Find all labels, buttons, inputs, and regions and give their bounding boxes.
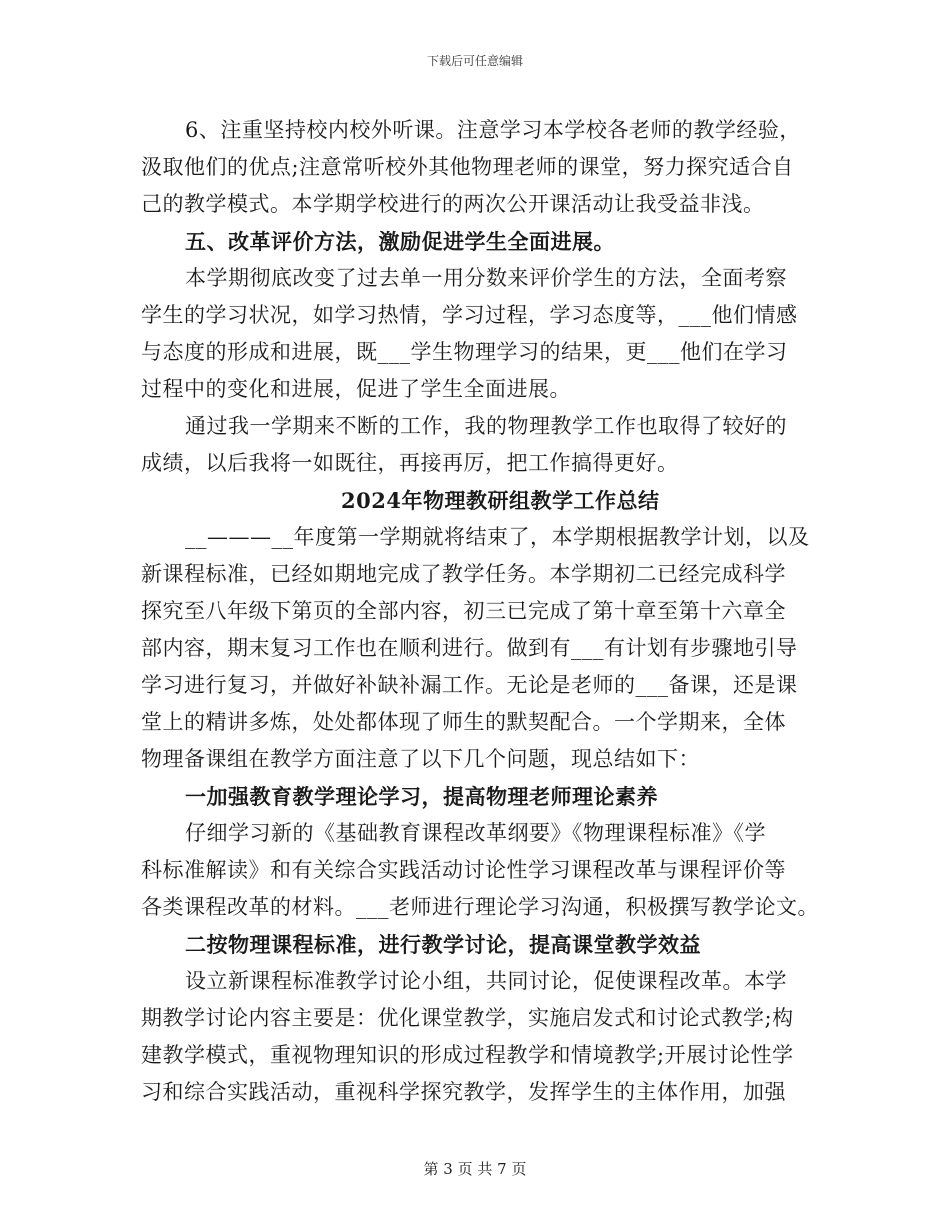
paragraph-line: 通过我一学期来不断的工作，我的物理教学工作也取得了较好的: [185, 414, 787, 438]
paragraph-line: 探究至八年级下第页的全部内容，初三已完成了第十章至第十六章全: [141, 599, 786, 623]
paragraph-line: 科标准解读》和有关综合实践活动讨论性学习课程改革与课程评价等: [141, 858, 786, 882]
paragraph-line: 新课程标准，已经如期地完成了教学任务。本学期初二已经完成科学: [141, 562, 786, 586]
paragraph-line: 期教学讨论内容主要是：优化课堂教学，实施启发式和讨论式教学;构: [141, 1006, 794, 1030]
document-title: 2024年物理教研组教学工作总结: [341, 488, 660, 513]
paragraph-line: 6、注重坚持校内校外听课。注意学习本学校各老师的教学经验，: [185, 118, 801, 142]
section-heading: 一加强教育教学理论学习，提高物理老师理论素养: [185, 784, 658, 809]
paragraph-line: 习和综合实践活动，重视科学探究教学，发挥学生的主体作用，加强: [141, 1080, 786, 1104]
paragraph-line: 过程中的变化和进展，促进了学生全面进展。: [141, 377, 571, 401]
paragraph-line: 学生的学习状况，如学习热情，学习过程，学习态度等，___他们情感: [141, 303, 798, 327]
header-note: 下载后可任意编辑: [426, 54, 523, 68]
paragraph-line: 建教学模式，重视物理知识的形成过程教学和情境教学;开展讨论性学: [141, 1043, 794, 1067]
paragraph-line: 各类课程改革的材料。___老师进行理论学习沟通，积极撰写教学论文。: [141, 895, 819, 919]
paragraph-line: 堂上的精讲多炼，处处都体现了师生的默契配合。一个学期来，全体: [141, 710, 786, 734]
paragraph-line: 汲取他们的优点;注意常听校外其他物理老师的课堂，努力探究适合自: [141, 155, 794, 179]
paragraph-line: 本学期彻底改变了过去单一用分数来评价学生的方法，全面考察: [185, 266, 787, 290]
section-heading: 五、改革评价方法，激励促进学生全面进展。: [185, 229, 615, 254]
paragraph-line: 物理备课组在教学方面注意了以下几个问题，现总结如下：: [141, 747, 700, 771]
document-body: [141, 112, 821, 1111]
paragraph-line: 设立新课程标准教学讨论小组，共同讨论，促使课程改革。本学: [185, 969, 787, 993]
paragraph-line: 己的教学模式。本学期学校进行的两次公开课活动让我受益非浅。: [141, 192, 765, 216]
page-number: 第 3 页 共 7 页: [423, 1160, 527, 1178]
paragraph-line: 学习进行复习，并做好补缺补漏工作。无论是老师的___备课，还是课: [141, 673, 798, 697]
paragraph-line: 仔细学习新的《基础教育课程改革纲要》《物理课程标准》《学: [185, 821, 766, 845]
paragraph-line: 成绩，以后我将一如既往，再接再厉，把工作搞得更好。: [141, 451, 679, 475]
paragraph-line: 部内容，期末复习工作也在顺利进行。做到有___有计划有步骤地引导: [141, 636, 798, 660]
paragraph-line: __———__年度第一学期就将结束了，本学期根据教学计划，以及: [185, 525, 810, 549]
section-heading: 二按物理课程标准，进行教学讨论，提高课堂教学效益: [185, 932, 701, 957]
paragraph-line: 与态度的形成和进展，既___学生物理学习的结果，更___他们在学习: [141, 340, 788, 364]
